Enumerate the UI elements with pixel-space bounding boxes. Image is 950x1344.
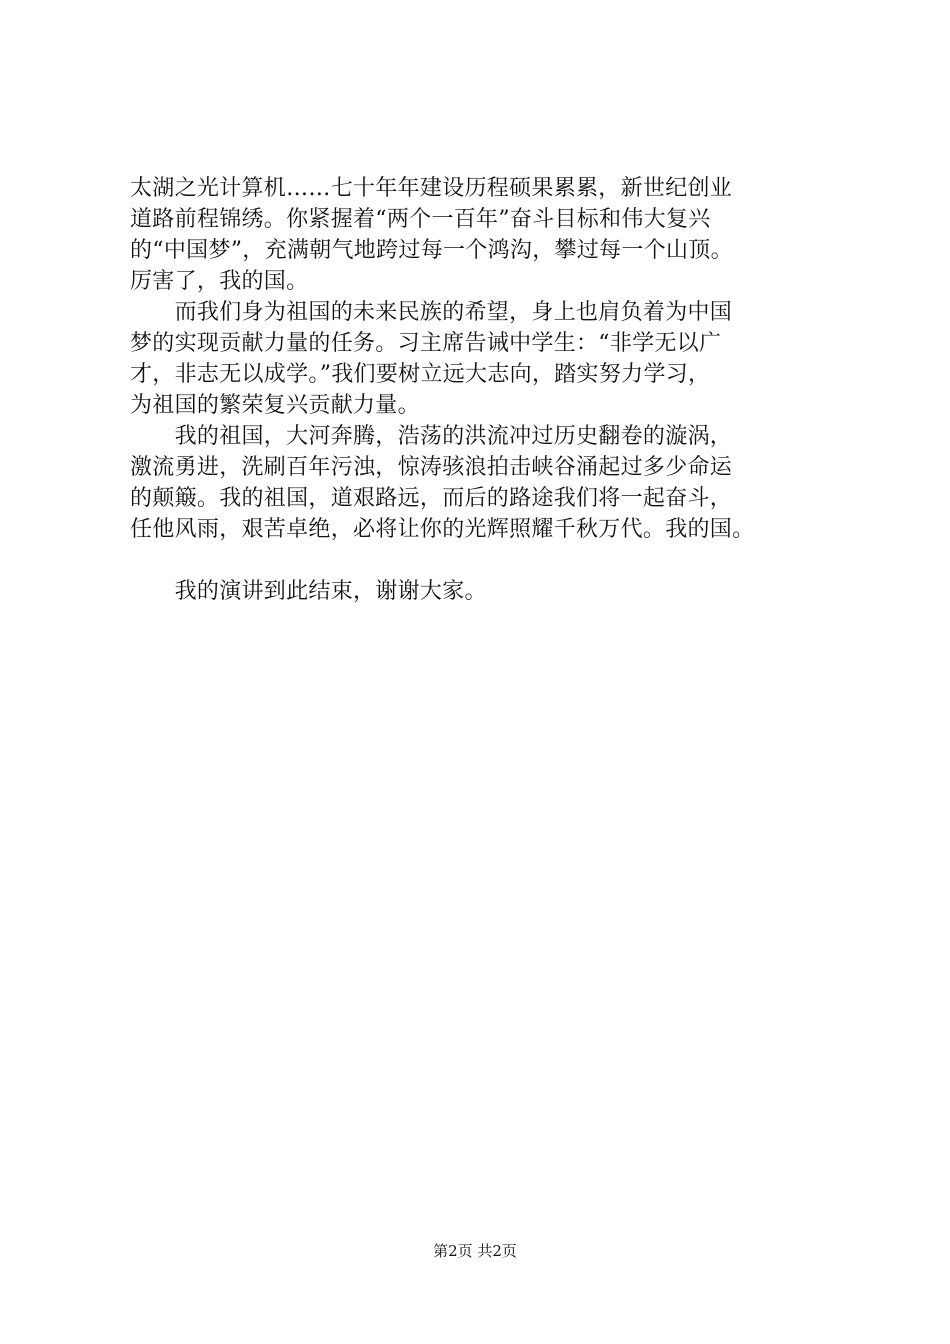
text-line: 才，非志无以成学。”我们要树立远大志向，踏实努力学习， <box>130 362 711 387</box>
text-line: 为祖国的繁荣复兴贡献力量。 <box>130 393 420 418</box>
text-line: 太湖之光计算机……七十年年建设历程硕果累累，新世纪创业 <box>130 176 733 201</box>
text-line: 厉害了，我的国。 <box>130 269 309 294</box>
document-body <box>130 173 850 607</box>
text-line: 的颠簸。我的祖国，道艰路远，而后的路途我们将一起奋斗， <box>130 486 733 511</box>
text-line: 梦的实现贡献力量的任务。习主席告诫中学生：“非学无以广 <box>130 331 722 356</box>
paragraph-spacer <box>130 545 850 576</box>
text-line: 任他风雨，艰苦卓绝，必将让你的光辉照耀千秋万代。我的国。 <box>130 517 755 542</box>
paragraph <box>130 173 850 297</box>
text-line: 而我们身为祖国的未来民族的希望，身上也肩负着为中国 <box>130 300 733 325</box>
text-line: 道路前程锦绣。你紧握着“两个一百年”奋斗目标和伟大复兴 <box>130 207 711 232</box>
paragraph <box>130 297 850 421</box>
text-line: 我的演讲到此结束，谢谢大家。 <box>130 579 487 604</box>
page-number: 第2页 共2页 <box>433 1242 517 1260</box>
page-footer <box>0 1241 950 1261</box>
text-line: 我的祖国，大河奔腾，浩荡的洪流冲过历史翻卷的漩涡， <box>130 424 733 449</box>
text-line: 激流勇进，洗刷百年污浊，惊涛骇浪拍击峡谷涌起过多少命运 <box>130 455 733 480</box>
paragraph <box>130 421 850 545</box>
text-line: 的“中国梦”，充满朝气地跨过每一个鸿沟，攀过每一个山顶。 <box>130 238 733 263</box>
closing-paragraph <box>130 576 850 607</box>
